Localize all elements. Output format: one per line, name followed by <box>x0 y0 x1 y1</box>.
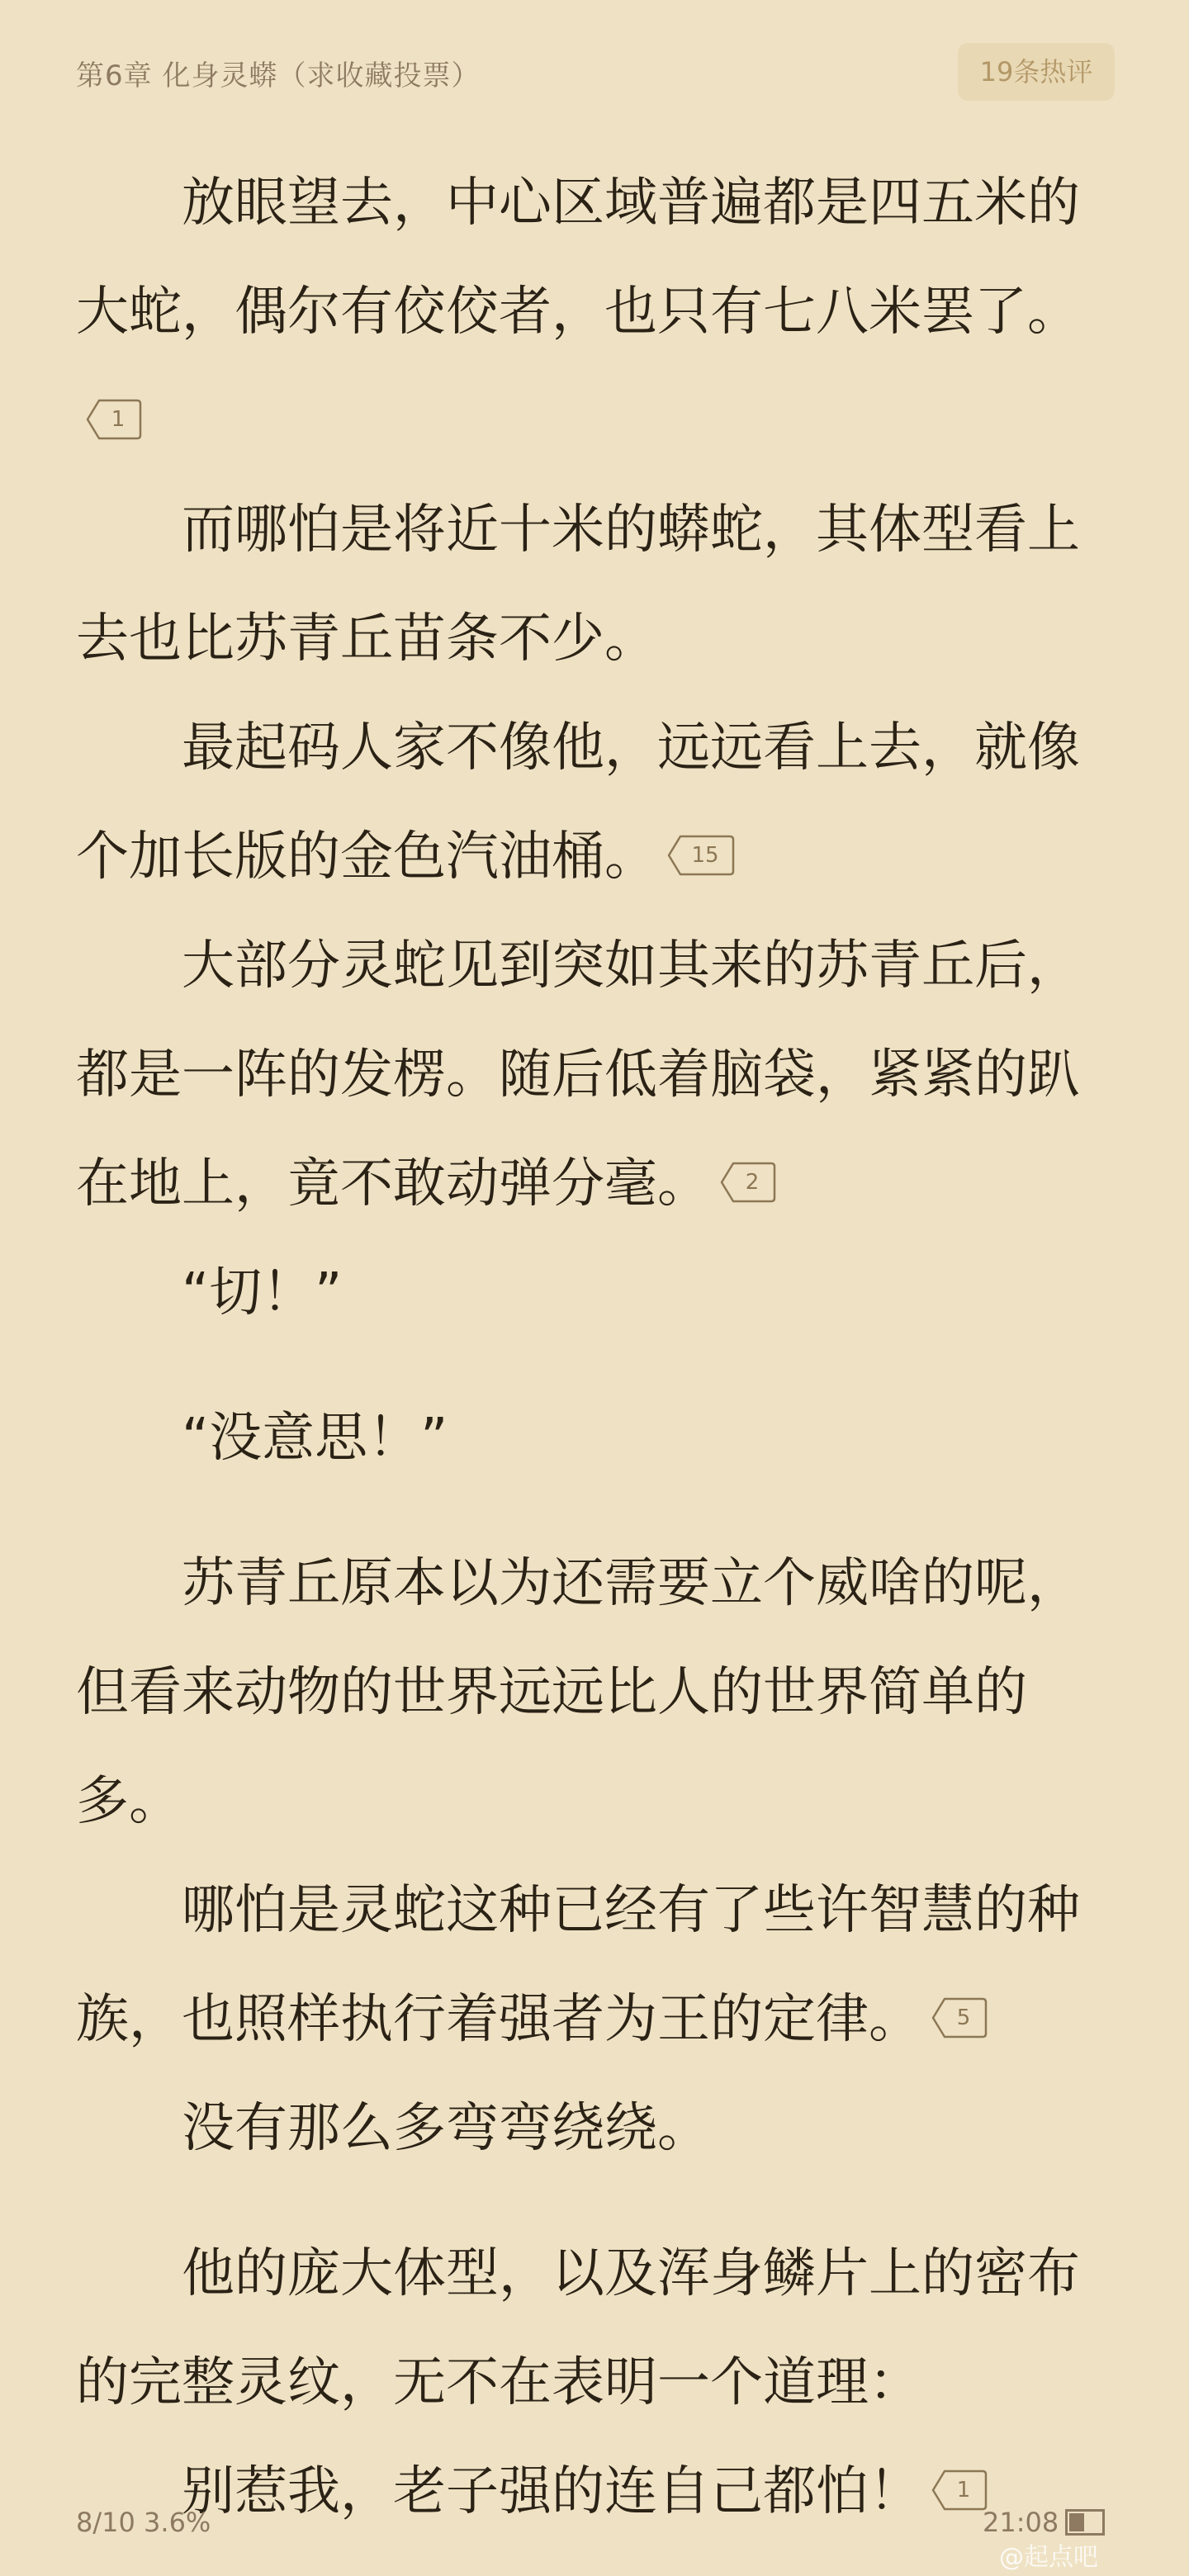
chapter-title: 第6章 化身灵蟒（求收藏投票） <box>76 59 481 92</box>
reading-content <box>76 149 1113 2522</box>
comment-count: 2 <box>745 1170 760 1196</box>
paragraph-text: “没意思！” <box>182 1408 448 1469</box>
paragraph-comment-button[interactable] <box>930 1996 988 2040</box>
paragraph <box>76 1384 1189 1493</box>
paragraph <box>76 1529 1113 1856</box>
comment-count: 15 <box>691 843 719 869</box>
paragraph <box>76 1856 1113 2074</box>
paragraph <box>76 2219 1113 2437</box>
status-time <box>983 2507 1105 2538</box>
battery-icon <box>1065 2509 1105 2536</box>
paragraph-text: 而哪怕是将近十米的蟒蛇，其体型看上去也比苏青丘苗条不少。 <box>76 500 1080 670</box>
comment-count: 5 <box>956 2005 971 2031</box>
paragraph <box>76 2074 1113 2183</box>
paragraph-text: 他的庞大体型，以及浑身鳞片上的密布的完整灵纹，无不在表明一个道理： <box>76 2243 1080 2413</box>
paragraph <box>76 1238 1189 1347</box>
paragraph-comment-button[interactable] <box>84 397 142 442</box>
paragraph-text: 哪怕是灵蛇这种已经有了些许智慧的种族，也照样执行着强者为王的定律。 <box>76 1880 1080 2050</box>
paragraph-comment-button[interactable] <box>666 833 735 878</box>
clock-time: 21:08 <box>983 2507 1059 2538</box>
paragraph <box>76 2437 1113 2546</box>
paragraph-text: “切！” <box>182 1262 343 1324</box>
paragraph <box>76 694 1113 912</box>
paragraph-comment-button[interactable] <box>718 1160 776 1205</box>
paragraph-text: 苏青丘原本以为还需要立个威啥的呢，但看来动物的世界远远比人的世界简单的多。 <box>76 1553 1080 1832</box>
paragraph-text: 大部分灵蛇见到突如其来的苏青丘后，都是一阵的发楞。随后低着脑袋，紧紧的趴在地上，竟不敢动弹分毫。 <box>76 935 1080 1215</box>
paragraph-comment-button[interactable] <box>930 2468 988 2512</box>
paragraph <box>76 476 1113 694</box>
paragraph-text: 放眼望去，中心区域普遍都是四五米的大蛇，偶尔有佼佼者，也只有七八米罢了。 <box>76 173 1080 343</box>
paragraph <box>76 149 1113 476</box>
paragraph-text: 别惹我，老子强的连自己都怕！ <box>182 2461 921 2522</box>
reading-progress: 8/10 3.6% <box>76 2507 211 2538</box>
hot-comments-button[interactable]: 19条热评 <box>958 43 1115 101</box>
comment-count: 1 <box>111 407 126 433</box>
paragraph <box>76 912 1113 1238</box>
reader-header <box>0 0 1189 149</box>
paragraph-text: 最起码人家不像他，远远看上去，就像个加长版的金色汽油桶。 <box>76 717 1080 888</box>
watermark-text: @起点吧 <box>999 2543 1098 2572</box>
comment-count: 1 <box>956 2478 971 2503</box>
paragraph-text: 没有那么多弯弯绕绕。 <box>182 2098 710 2159</box>
